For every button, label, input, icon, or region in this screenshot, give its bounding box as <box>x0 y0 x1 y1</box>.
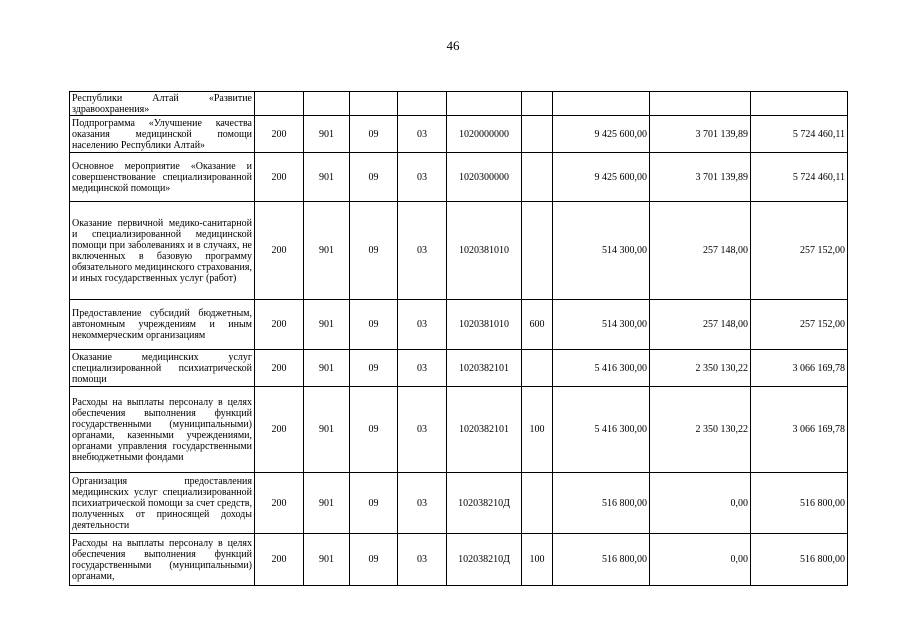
cell-amount-remaining: 5 724 460,11 <box>751 116 848 153</box>
cell-amount-remaining: 516 800,00 <box>751 473 848 534</box>
cell-code-2: 901 <box>304 153 350 202</box>
cell-target-code: 1020381010 <box>447 300 522 350</box>
table-row <box>70 300 848 350</box>
cell-section: 09 <box>350 387 398 473</box>
cell-amount-planned: 514 300,00 <box>553 300 650 350</box>
cell-section: 09 <box>350 202 398 300</box>
cell-amount-remaining: 257 152,00 <box>751 202 848 300</box>
cell-section: 09 <box>350 350 398 387</box>
cell-amount-remaining: 3 066 169,78 <box>751 387 848 473</box>
table-row <box>70 387 848 473</box>
cell-code-1: 200 <box>255 473 304 534</box>
cell-amount-planned: 516 800,00 <box>553 473 650 534</box>
cell-amount-executed: 3 701 139,89 <box>650 153 751 202</box>
cell-amount-executed <box>650 92 751 116</box>
cell-section: 09 <box>350 153 398 202</box>
cell-section: 09 <box>350 534 398 586</box>
cell-amount-planned: 9 425 600,00 <box>553 153 650 202</box>
cell-amount-planned: 514 300,00 <box>553 202 650 300</box>
cell-amount-executed: 257 148,00 <box>650 300 751 350</box>
table-row <box>70 350 848 387</box>
table-row <box>70 92 848 116</box>
cell-amount-planned <box>553 92 650 116</box>
cell-code-2: 901 <box>304 473 350 534</box>
row-name: Организация предоставления медицинских услуг специализированной психиатрической помощи за счет средств, полученных от приносящей доходы деятельности <box>70 473 255 534</box>
cell-target-code: 102038210Д <box>447 534 522 586</box>
cell-subsection: 03 <box>398 350 447 387</box>
row-name: Подпрограмма «Улучшение качества оказания медицинской помощи населению Республики Алтай» <box>70 116 255 153</box>
cell-amount-remaining: 516 800,00 <box>751 534 848 586</box>
cell-amount-planned: 9 425 600,00 <box>553 116 650 153</box>
cell-subsection: 03 <box>398 300 447 350</box>
cell-amount-executed: 0,00 <box>650 473 751 534</box>
row-name: Оказание первичной медико-санитарной и специализированной медицинской помощи при заболеваниях и в случаях, не включенных в базовую программу обязательного медицинского страхования, и иных государственных услуг (работ) <box>70 202 255 300</box>
cell-target-code: 102038210Д <box>447 473 522 534</box>
cell-amount-remaining: 257 152,00 <box>751 300 848 350</box>
cell-code-2: 901 <box>304 202 350 300</box>
cell-amount-planned: 516 800,00 <box>553 534 650 586</box>
cell-target-code: 1020382101 <box>447 387 522 473</box>
cell-code-1: 200 <box>255 534 304 586</box>
cell-target-code: 1020000000 <box>447 116 522 153</box>
cell-amount-planned: 5 416 300,00 <box>553 387 650 473</box>
cell-subsection: 03 <box>398 534 447 586</box>
cell-section: 09 <box>350 300 398 350</box>
cell-code-2: 901 <box>304 350 350 387</box>
cell-target-code: 1020300000 <box>447 153 522 202</box>
cell-code-2: 901 <box>304 534 350 586</box>
cell-amount-remaining: 5 724 460,11 <box>751 153 848 202</box>
cell-expense-type: 600 <box>522 300 553 350</box>
cell-amount-executed: 3 701 139,89 <box>650 116 751 153</box>
cell-section: 09 <box>350 116 398 153</box>
table-row <box>70 534 848 586</box>
cell-code-2: 901 <box>304 300 350 350</box>
cell-amount-executed: 2 350 130,22 <box>650 350 751 387</box>
cell-amount-planned: 5 416 300,00 <box>553 350 650 387</box>
cell-expense-type: 100 <box>522 387 553 473</box>
cell-code-1: 200 <box>255 300 304 350</box>
cell-subsection: 03 <box>398 387 447 473</box>
cell-expense-type <box>522 350 553 387</box>
row-name: Расходы на выплаты персоналу в целях обеспечения выполнения функций государственными (муниципальными) органами, <box>70 534 255 586</box>
cell-amount-remaining: 3 066 169,78 <box>751 350 848 387</box>
cell-expense-type <box>522 92 553 116</box>
cell-code-2: 901 <box>304 387 350 473</box>
cell-expense-type <box>522 473 553 534</box>
cell-section <box>350 92 398 116</box>
table-row <box>70 153 848 202</box>
cell-code-1: 200 <box>255 202 304 300</box>
cell-expense-type <box>522 153 553 202</box>
cell-subsection: 03 <box>398 473 447 534</box>
cell-subsection: 03 <box>398 202 447 300</box>
row-name: Оказание медицинских услуг специализированной психиатрической помощи <box>70 350 255 387</box>
row-name: Расходы на выплаты персоналу в целях обеспечения выполнения функций государственными (муниципальными) органами, казенными учреждениями, органами управления государственными внебюджетными фондами <box>70 387 255 473</box>
cell-code-2: 901 <box>304 116 350 153</box>
cell-expense-type: 100 <box>522 534 553 586</box>
cell-amount-remaining <box>751 92 848 116</box>
cell-expense-type <box>522 116 553 153</box>
cell-amount-executed: 2 350 130,22 <box>650 387 751 473</box>
cell-amount-executed: 0,00 <box>650 534 751 586</box>
cell-target-code: 1020382101 <box>447 350 522 387</box>
cell-subsection: 03 <box>398 116 447 153</box>
cell-subsection <box>398 92 447 116</box>
cell-section: 09 <box>350 473 398 534</box>
cell-target-code <box>447 92 522 116</box>
cell-code-2 <box>304 92 350 116</box>
row-name: Основное мероприятие «Оказание и совершенствование специализированной медицинской помощи» <box>70 153 255 202</box>
table-row <box>70 473 848 534</box>
row-name: Предоставление субсидий бюджетным, автономным учреждениям и иным некоммерческим организациям <box>70 300 255 350</box>
cell-code-1: 200 <box>255 153 304 202</box>
cell-code-1: 200 <box>255 116 304 153</box>
table-row <box>70 202 848 300</box>
cell-code-1 <box>255 92 304 116</box>
cell-subsection: 03 <box>398 153 447 202</box>
cell-amount-executed: 257 148,00 <box>650 202 751 300</box>
cell-code-1: 200 <box>255 350 304 387</box>
cell-expense-type <box>522 202 553 300</box>
row-name: Республики Алтай «Развитие здравоохранения» <box>70 92 255 116</box>
budget-table <box>69 91 848 586</box>
cell-target-code: 1020381010 <box>447 202 522 300</box>
table-body <box>70 92 848 586</box>
page-number: 46 <box>446 38 460 53</box>
cell-code-1: 200 <box>255 387 304 473</box>
table-row <box>70 116 848 153</box>
